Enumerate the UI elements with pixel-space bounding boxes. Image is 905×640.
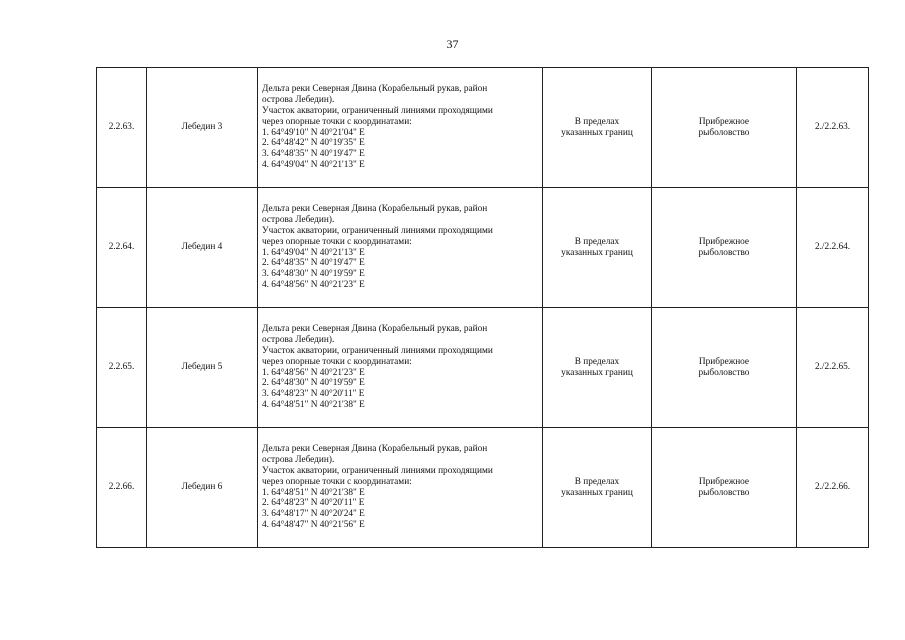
boundary-line: указанных границ [561, 487, 633, 498]
fishing-type-line: рыболовство [698, 367, 750, 378]
coordinate-point: 4. 64°48'56" N 40°21'23" E [262, 280, 365, 291]
row-number: 2.2.63. [97, 68, 147, 188]
boundary-line: указанных границ [561, 367, 633, 378]
desc-area-line: через опорные точки с координатами: [262, 356, 412, 367]
area-name: Лебедин 5 [147, 308, 258, 428]
boundary-line: В пределах [574, 236, 620, 247]
desc-title-line: острова Лебедин). [262, 334, 335, 345]
desc-title-line: острова Лебедин). [262, 454, 335, 465]
table-body [97, 68, 869, 548]
row-number: 2.2.66. [97, 428, 147, 548]
coordinate-point: 3. 64°48'23" N 40°20'11" E [262, 389, 365, 400]
row-number: 2.2.64. [97, 188, 147, 308]
boundary-note [543, 188, 652, 308]
reference-code: 2./2.2.64. [797, 188, 869, 308]
coordinate-point: 2. 64°48'42" N 40°19'35" E [262, 138, 365, 149]
desc-area-line: через опорные точки с координатами: [262, 476, 412, 487]
boundary-line: В пределах [574, 476, 620, 487]
fishing-type-line: Прибрежное [698, 116, 750, 127]
boundary-note [543, 68, 652, 188]
boundary-line: указанных границ [561, 127, 633, 138]
coordinate-point: 4. 64°49'04" N 40°21'13" E [262, 160, 365, 171]
desc-title-line: Дельта реки Северная Двина (Корабельный рукав, район [262, 83, 488, 94]
fishing-type [652, 68, 797, 188]
reference-code: 2./2.2.63. [797, 68, 869, 188]
boundary-line: В пределах [574, 356, 620, 367]
table-row [97, 308, 869, 428]
desc-area-line: через опорные точки с координатами: [262, 116, 412, 127]
coordinate-point: 1. 64°48'56" N 40°21'23" E [262, 367, 365, 378]
coordinate-point: 1. 64°49'04" N 40°21'13" E [262, 247, 365, 258]
desc-area-line: Участок акватории, ограниченный линиями проходящими [262, 105, 493, 116]
area-description [258, 188, 543, 308]
fishing-type [652, 188, 797, 308]
fishing-type-line: рыболовство [698, 127, 750, 138]
desc-area-line: Участок акватории, ограниченный линиями проходящими [262, 345, 493, 356]
page-number: 37 [446, 37, 459, 51]
fishing-type-line: Прибрежное [698, 476, 750, 487]
fishing-type-line: рыболовство [698, 247, 750, 258]
area-description [258, 428, 543, 548]
fishing-type-line: Прибрежное [698, 356, 750, 367]
desc-title-line: Дельта реки Северная Двина (Корабельный рукав, район [262, 203, 488, 214]
row-number: 2.2.65. [97, 308, 147, 428]
fishing-areas-table [96, 67, 869, 548]
boundary-note [543, 428, 652, 548]
area-description [258, 68, 543, 188]
reference-code: 2./2.2.65. [797, 308, 869, 428]
area-name: Лебедин 6 [147, 428, 258, 548]
table-row [97, 428, 869, 548]
coordinate-point: 2. 64°48'35" N 40°19'47" E [262, 258, 365, 269]
desc-title-line: острова Лебедин). [262, 94, 335, 105]
coordinate-point: 1. 64°49'10" N 40°21'04" E [262, 127, 365, 138]
desc-area-line: Участок акватории, ограниченный линиями проходящими [262, 465, 493, 476]
coordinate-point: 3. 64°48'35" N 40°19'47" E [262, 149, 365, 160]
fishing-type [652, 428, 797, 548]
desc-area-line: через опорные точки с координатами: [262, 236, 412, 247]
area-name: Лебедин 4 [147, 188, 258, 308]
boundary-line: указанных границ [561, 247, 633, 258]
area-name: Лебедин 3 [147, 68, 258, 188]
coordinate-point: 4. 64°48'51" N 40°21'38" E [262, 400, 365, 411]
fishing-type [652, 308, 797, 428]
table-row [97, 188, 869, 308]
desc-area-line: Участок акватории, ограниченный линиями проходящими [262, 225, 493, 236]
coordinate-point: 3. 64°48'17" N 40°20'24" E [262, 509, 365, 520]
coordinate-point: 2. 64°48'23" N 40°20'11" E [262, 498, 365, 509]
desc-title-line: Дельта реки Северная Двина (Корабельный рукав, район [262, 323, 488, 334]
fishing-type-line: Прибрежное [698, 236, 750, 247]
boundary-line: В пределах [574, 116, 620, 127]
fishing-type-line: рыболовство [698, 487, 750, 498]
desc-title-line: Дельта реки Северная Двина (Корабельный рукав, район [262, 443, 488, 454]
table-row [97, 68, 869, 188]
boundary-note [543, 308, 652, 428]
desc-title-line: острова Лебедин). [262, 214, 335, 225]
area-description [258, 308, 543, 428]
coordinate-point: 3. 64°48'30" N 40°19'59" E [262, 269, 365, 280]
reference-code: 2./2.2.66. [797, 428, 869, 548]
coordinate-point: 4. 64°48'47" N 40°21'56" E [262, 520, 365, 531]
coordinate-point: 1. 64°48'51" N 40°21'38" E [262, 487, 365, 498]
coordinate-point: 2. 64°48'30" N 40°19'59" E [262, 378, 365, 389]
